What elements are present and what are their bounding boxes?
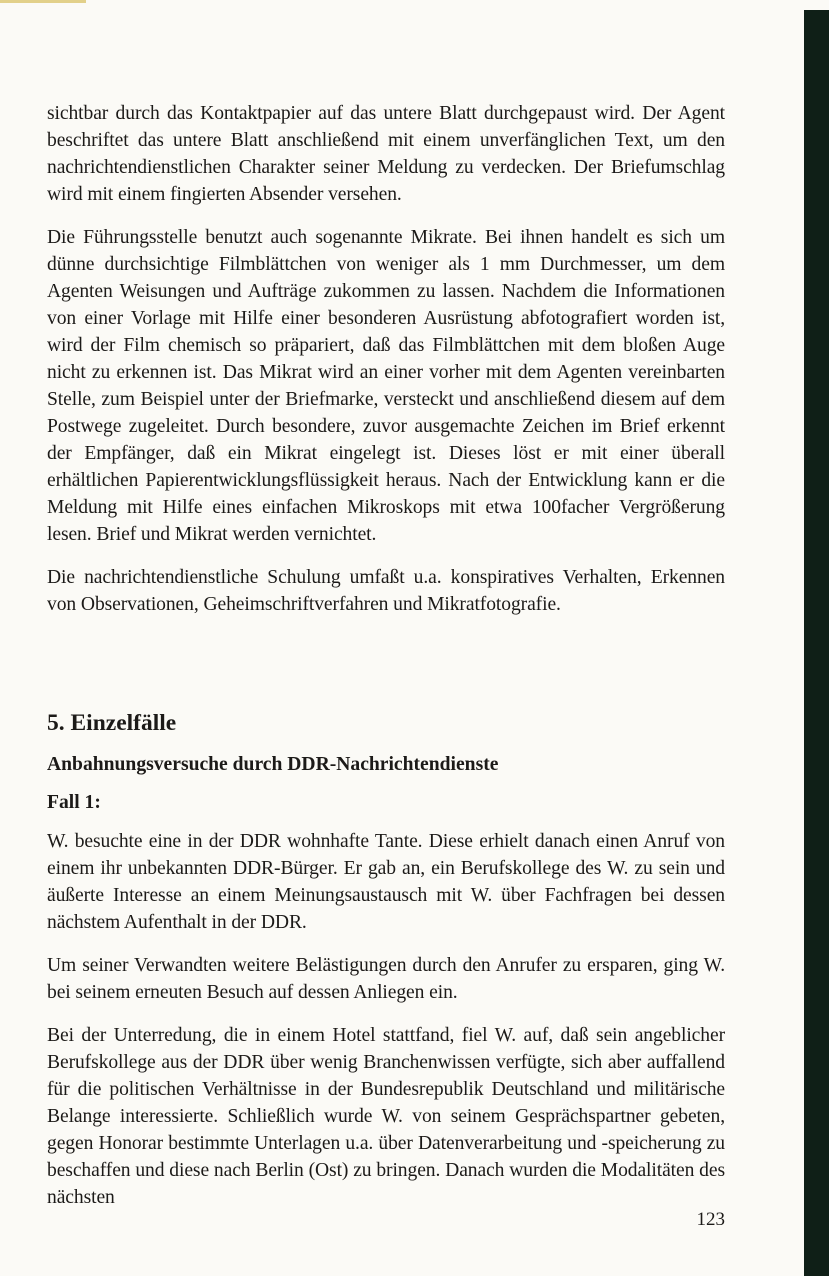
sub-heading: Anbahnungsversuche durch DDR-Nachrichtendienste bbox=[47, 754, 499, 775]
paragraph-case-meeting: Bei der Unterredung, die in einem Hotel stattfand, fiel W. auf, daß sein angeblicher Berufskollege aus der DDR über wenig Branchenwissen verfügte, sich aber auffallend für die politischen Verhältnisse in der Bundesrepublik Deutschland und militärische Belange interessierte. Schließlich wurde W. von seinem Gesprächspartner gebeten, gegen Honorar bestimmte Unterlagen u.a. über Datenverarbeitung und -speicherung zu beschaffen und diese nach Berlin (Ost) zu bringen. Danach wurden die Modalitäten des nächsten bbox=[47, 1025, 725, 1208]
case-heading: Fall 1: bbox=[47, 792, 101, 813]
binding-edge bbox=[804, 10, 829, 1276]
section-heading: 5. Einzelfälle bbox=[47, 710, 177, 736]
paragraph-microdots: Die Führungsstelle benutzt auch sogenannte Mikrate. Bei ihnen handelt es sich um dünne durchsichtige Filmblättchen von weniger als 1 mm Durchmesser, um dem Agenten Weisungen und Aufträge zukommen zu lassen. Nachdem die Informationen von einer Vorlage mit Hilfe einer besonderen Ausrüstung abfotografiert worden ist, wird der Film chemisch so präpariert, daß das Filmblättchen mit dem bloßen Auge nicht zu erkennen ist. Das Mikrat wird an einer vorher mit dem Agenten vereinbarten Stelle, zum Beispiel unter der Briefmarke, versteckt und anschließend diesem auf dem Postwege zugeleitet. Durch besondere, zuvor ausgemachte Zeichen im Brief erkennt der Empfänger, daß ein Mikrat eingelegt ist. Dieses löst er mit einer überall erhältlichen Papierentwicklungsflüssigkeit heraus. Nach der Entwicklung kann er die Meldung mit Hilfe eines einfachen Mikroskops mit etwa 100facher Vergrößerung lesen. Brief und Mikrat werden vernichtet. bbox=[47, 227, 725, 545]
paragraph-case-visit: W. besuchte eine in der DDR wohnhafte Tante. Diese erhielt danach einen Anruf von einem ihr unbekannten DDR-Bürger. Er gab an, ein Berufskollege des W. zu sein und äußerte Interesse an einem Meinungsaustausch mit W. über Fachfragen bei dessen nächstem Aufenthalt in der DDR. bbox=[47, 831, 725, 933]
top-edge-mark bbox=[0, 0, 86, 3]
page-number: 123 bbox=[696, 1209, 725, 1230]
paragraph-contact-paper: sichtbar durch das Kontaktpapier auf das untere Blatt durchgepaust wird. Der Agent beschriftet das untere Blatt anschließend mit einem unverfänglichen Text, um den nachrichtendienstlichen Charakter seiner Meldung zu verdecken. Der Briefumschlag wird mit einem fingierten Absender versehen. bbox=[47, 103, 725, 205]
page-body bbox=[47, 100, 725, 1227]
paragraph-training: Die nachrichtendienstliche Schulung umfaßt u.a. konspiratives Verhalten, Erkennen von Observationen, Geheimschriftverfahren und Mikratfotografie. bbox=[47, 567, 725, 615]
paragraph-case-agreement: Um seiner Verwandten weitere Belästigungen durch den Anrufer zu ersparen, ging W. bei seinem erneuten Besuch auf dessen Anliegen ein. bbox=[47, 955, 725, 1003]
